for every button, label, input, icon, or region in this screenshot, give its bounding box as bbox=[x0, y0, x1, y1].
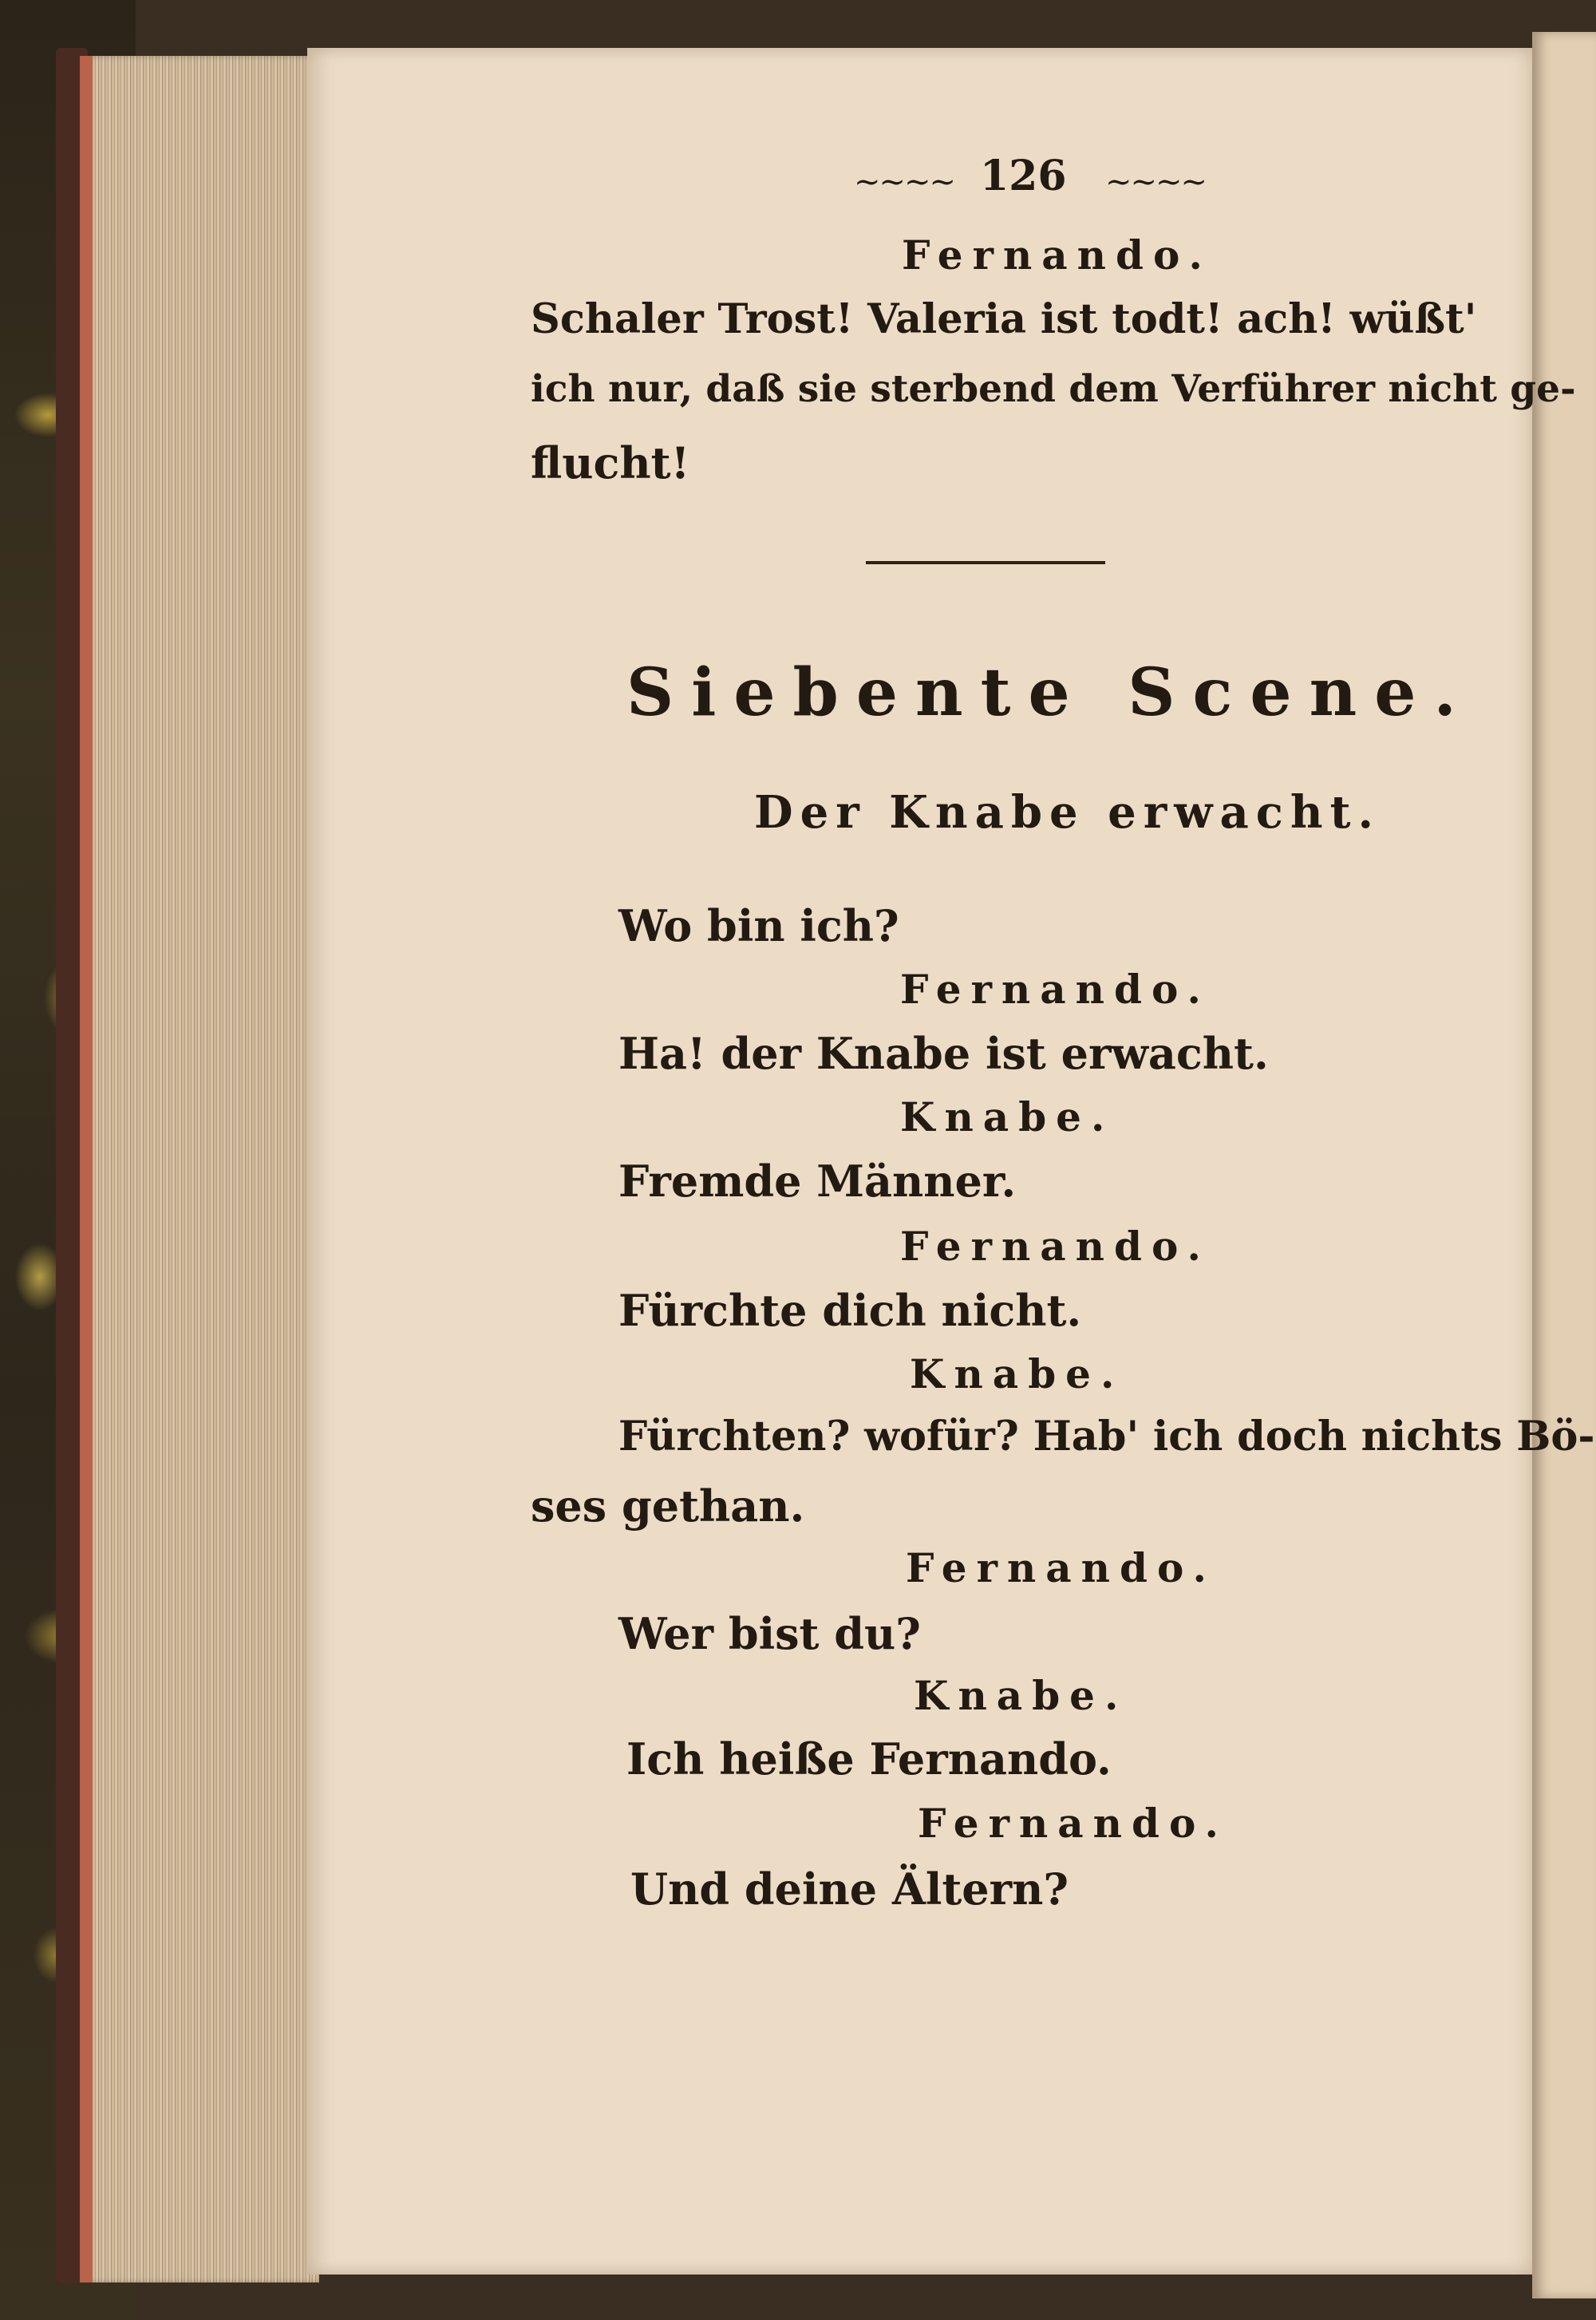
text-line: Fürchte dich nicht. bbox=[618, 1285, 1082, 1336]
scene-heading: Siebente Scene. bbox=[626, 654, 1474, 731]
page-edge-red-stain bbox=[80, 56, 93, 2282]
speaker-name: Fernando. bbox=[918, 1800, 1228, 1847]
speaker-name: Knabe. bbox=[910, 1350, 1124, 1397]
header-ornament-right: ~~~~ bbox=[1105, 164, 1207, 200]
text-line: Und deine Ältern? bbox=[630, 1864, 1069, 1915]
text-line: Wo bin ich? bbox=[618, 900, 899, 951]
text-line: flucht! bbox=[531, 437, 690, 488]
section-rule bbox=[866, 561, 1105, 564]
page-number: 126 bbox=[980, 152, 1067, 200]
speaker-name: Knabe. bbox=[900, 1093, 1115, 1140]
speaker-name: Knabe. bbox=[914, 1672, 1128, 1719]
stage-direction: Der Knabe erwacht. bbox=[754, 786, 1381, 839]
speaker-name: Fernando. bbox=[900, 966, 1211, 1013]
page-edges bbox=[80, 56, 319, 2282]
text-line: Fürchten? wofür? Hab' ich doch nichts Bö- bbox=[618, 1413, 1595, 1460]
text-line: Ich heiße Fernando. bbox=[626, 1733, 1112, 1784]
speaker-name: Fernando. bbox=[906, 1544, 1216, 1591]
text-line: ich nur, daß sie sterbend dem Verführer nicht ge- bbox=[531, 367, 1576, 411]
text-line: Wer bist du? bbox=[618, 1608, 921, 1659]
text-line: Schaler Trost! Valeria ist todt! ach! wüßt' bbox=[531, 295, 1477, 343]
speaker-name: Fernando. bbox=[900, 1223, 1211, 1270]
text-line: Fremde Männer. bbox=[618, 1156, 1017, 1207]
text-line: ses gethan. bbox=[531, 1480, 805, 1532]
speaker-name: Fernando. bbox=[902, 231, 1212, 279]
text-line: Ha! der Knabe ist erwacht. bbox=[618, 1028, 1269, 1079]
header-ornament-left: ~~~~ bbox=[854, 164, 955, 200]
